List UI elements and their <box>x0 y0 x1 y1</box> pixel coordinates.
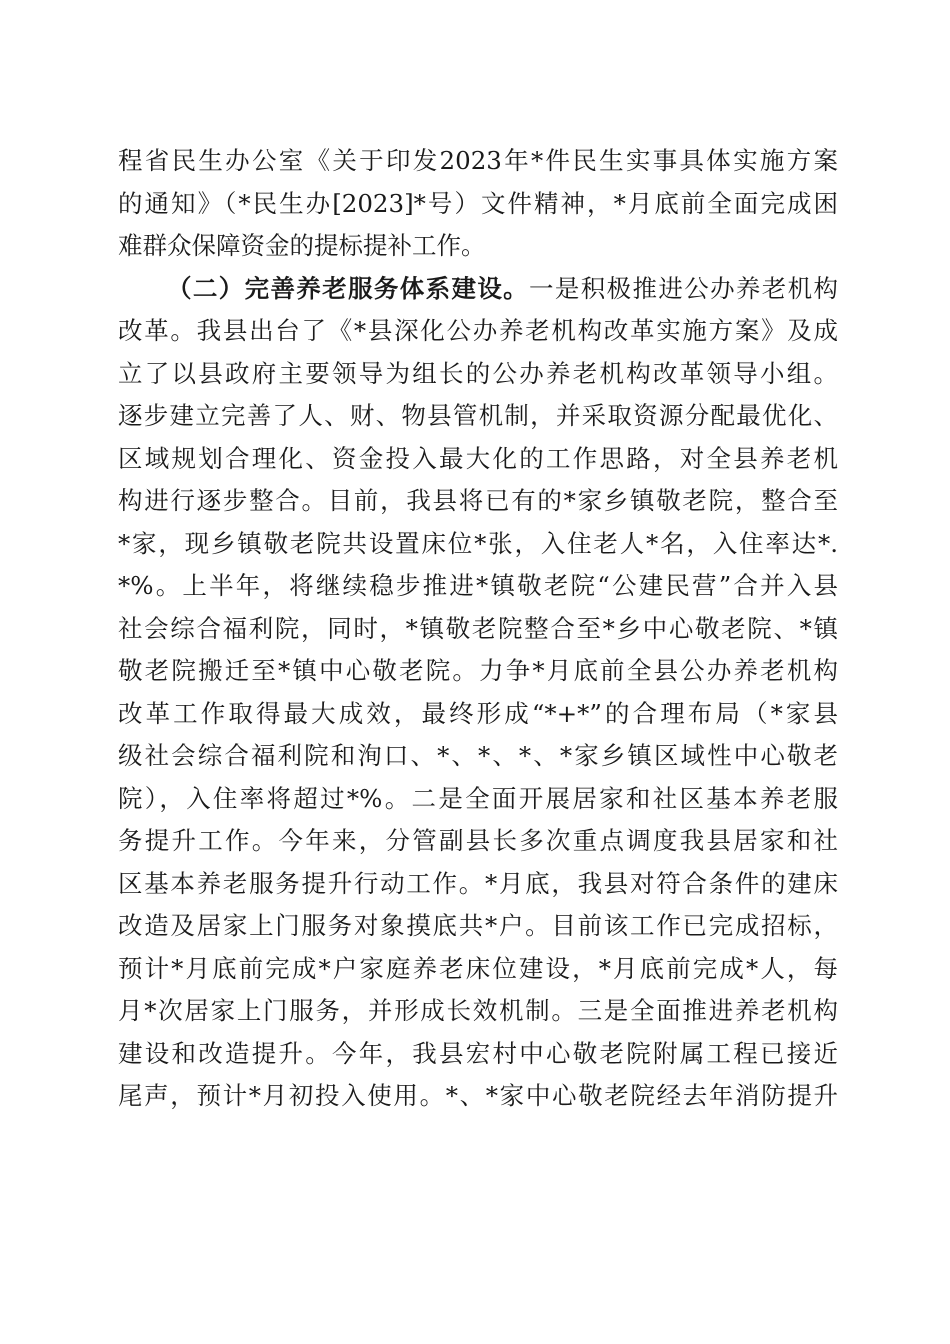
text-line: 级社会综合福利院和洵口、*、*、*、*家乡镇区域性中心敬老 <box>118 741 838 770</box>
text-line: 务提升工作。今年来，分管副县长多次重点调度我县居家和社 <box>118 826 838 855</box>
text-span: 一是积极推进公办养老机构 <box>529 273 839 303</box>
text-line: 难群众保障资金的提标提补工作。 <box>118 231 486 260</box>
text-line: 敬老院搬迁至*镇中心敬老院。力争*月底前全县公办养老机构 <box>118 656 838 685</box>
text-line: 区域规划合理化、资金投入最大化的工作思路，对全县养老机 <box>118 443 838 473</box>
document-body <box>118 140 838 1118</box>
text-line: *家，现乡镇敬老院共设置床位*张，入住老人*名，入住率达*. <box>118 528 838 558</box>
text-line: 预计*月底前完成*户家庭养老床位建设，*月底前完成*人，每 <box>118 953 838 983</box>
text-line: 逐步建立完善了人、财、物县管机制，并采取资源分配最优化、 <box>118 401 838 430</box>
text-line: 院），入住率将超过*%。二是全面开展居家和社区基本养老服 <box>118 783 838 813</box>
text-line: 社会综合福利院，同时，*镇敬老院整合至*乡中心敬老院、*镇 <box>118 613 838 643</box>
text-line: 改革。我县出台了《*县深化公办养老机构改革实施方案》及成 <box>118 316 838 345</box>
text-line: 建设和改造提升。今年，我县宏村中心敬老院附属工程已接近 <box>118 1038 838 1068</box>
paragraph-2 <box>118 268 838 1118</box>
text-line: 月*次居家上门服务，并形成长效机制。三是全面推进养老机构 <box>118 996 838 1025</box>
text-line: 尾声，预计*月初投入使用。*、*家中心敬老院经去年消防提升 <box>118 1081 838 1110</box>
text-line: 程省民生办公室《关于印发2023年*件民生实事具体实施方案 <box>118 146 838 175</box>
text-line: 构进行逐步整合。目前，我县将已有的*家乡镇敬老院，整合至 <box>118 486 838 515</box>
paragraph-1 <box>118 140 838 268</box>
text-line: 立了以县政府主要领导为组长的公办养老机构改革领导小组。 <box>118 358 838 388</box>
section-heading: （二）完善养老服务体系建设。 <box>167 273 530 303</box>
paragraph-first-line <box>118 268 838 311</box>
text-line: *%。上半年，将继续稳步推进*镇敬老院“公建民营”合并入县 <box>118 571 838 600</box>
text-line: 改造及居家上门服务对象摸底共*户。目前该工作已完成招标， <box>118 911 838 940</box>
text-line: 的通知》（*民生办[2023]*号）文件精神，*月底前全面完成困 <box>118 188 838 218</box>
text-line: 区基本养老服务提升行动工作。*月底，我县对符合条件的建床 <box>118 868 838 898</box>
text-line: 改革工作取得最大成效，最终形成“*+*”的合理布局（*家县 <box>118 698 838 728</box>
